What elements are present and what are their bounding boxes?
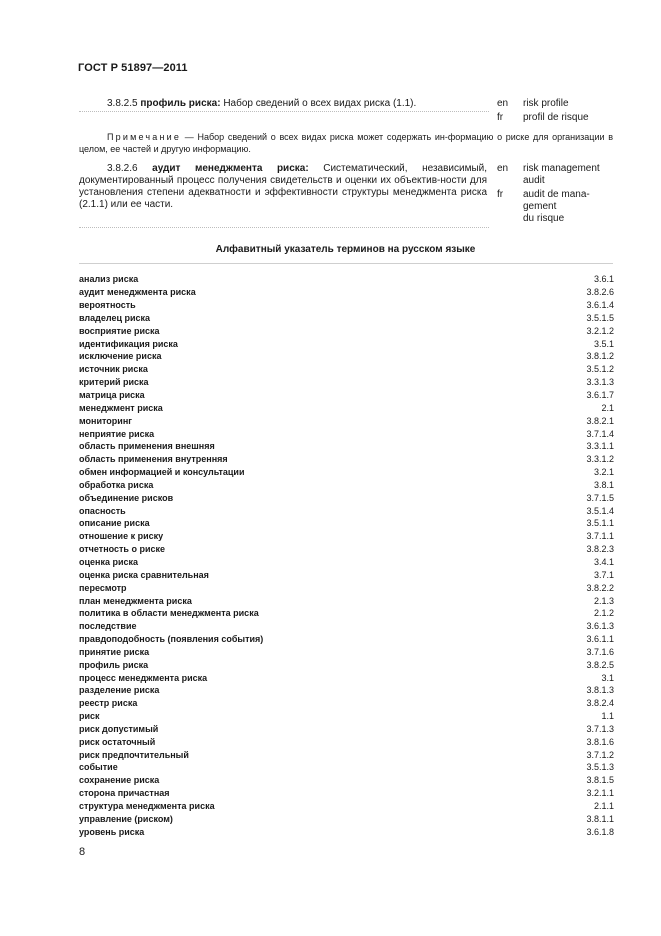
entry-number: 3.8.2.5: [107, 98, 138, 109]
index-row: [79, 491, 614, 504]
index-reference: 3.8.2.1: [586, 415, 614, 426]
index-term: анализ риска: [79, 274, 139, 285]
index-row: [79, 671, 614, 684]
index-reference: 3.8.1.5: [586, 775, 614, 786]
index-term: правдоподобность (появления события): [79, 634, 264, 645]
index-term: идентификация риска: [79, 338, 178, 349]
index-reference: 3.6.1: [593, 274, 614, 285]
index-reference: 3.2.1: [593, 467, 614, 478]
index-row: [79, 658, 614, 671]
index-row: [79, 568, 614, 581]
index-term: область применения внешняя: [79, 441, 215, 452]
index-term: риск остаточный: [79, 736, 156, 747]
index-row: [79, 414, 614, 427]
index-row: [79, 723, 614, 736]
index-row: [79, 697, 614, 710]
index-term: последствие: [79, 621, 137, 632]
index-reference: 3.8.1.2: [586, 351, 614, 362]
index-reference: 3.8.1.1: [586, 813, 614, 824]
index-term: описание риска: [79, 518, 150, 529]
index-row: [79, 581, 614, 594]
index-reference: 3.5.1.5: [586, 312, 614, 323]
index-term: область применения внутренняя: [79, 454, 228, 465]
index-row: [79, 440, 614, 453]
index-reference: 3.7.1.5: [586, 492, 614, 503]
index-term: уровень риска: [79, 826, 145, 837]
translation-lang-en: en: [497, 98, 509, 109]
index-term: владелец риска: [79, 312, 151, 323]
index-term: риск предпочтительный: [79, 749, 189, 760]
index-row: [79, 594, 614, 607]
note-text: — Набор сведений о всех видах риска может содержать ин-формацию о риске для организации в целом, ее частей и другую информацию.: [79, 132, 613, 154]
index-row: [79, 479, 614, 492]
translation-text-en: risk management audit: [523, 163, 600, 186]
index-term: сохранение риска: [79, 775, 160, 786]
index-reference: 3.4.1: [593, 556, 614, 567]
index-term: оценка риска сравнительная: [79, 569, 209, 580]
index-term: обработка риска: [79, 479, 154, 490]
index-row: [79, 543, 614, 556]
index-reference: 3.5.1.1: [586, 518, 614, 529]
index-reference: 3.6.1.7: [586, 390, 614, 401]
index-heading: Алфавитный указатель терминов на русском языке: [215, 244, 476, 255]
page-number: 8: [79, 846, 86, 858]
index-term: принятие риска: [79, 646, 150, 657]
document-title: ГОСТ Р 51897—2011: [78, 62, 188, 74]
index-reference: 2.1.3: [593, 595, 614, 606]
index-row: [79, 427, 614, 440]
index-reference: 3.8.1: [593, 479, 614, 490]
index-row: [79, 337, 614, 350]
index-term: оценка риска: [79, 556, 139, 567]
index-term: критерий риска: [79, 377, 149, 388]
index-reference: 3.7.1: [593, 569, 614, 580]
translation-text-fr: audit de mana- gement du risque: [523, 189, 590, 224]
index-term: управление (риском): [79, 813, 173, 824]
index-reference: 3.8.2.2: [586, 582, 614, 593]
index-row: [79, 774, 614, 787]
index-row: [79, 800, 614, 813]
index-term: политика в области менеджмента риска: [79, 608, 259, 619]
index-row: [79, 504, 614, 517]
index-reference: 3.8.1.6: [586, 736, 614, 747]
index-term: источник риска: [79, 364, 148, 375]
index-row: [79, 453, 614, 466]
index-row: [79, 299, 614, 312]
definition-entry-3-8-2-5: [79, 98, 487, 110]
index-term: аудит менеджмента риска: [79, 287, 196, 298]
index-reference: 3.6.1.8: [586, 826, 614, 837]
index-row: [79, 684, 614, 697]
index-term: матрица риска: [79, 390, 145, 401]
index-reference: 1.1: [601, 711, 614, 722]
index-term: разделение риска: [79, 685, 160, 696]
index-reference: 3.7.1.2: [586, 749, 614, 760]
index-row: [79, 363, 614, 376]
index-term: пересмотр: [79, 582, 127, 593]
index-reference: 3.8.2.5: [586, 659, 614, 670]
index-row: [79, 376, 614, 389]
index-term: отчетность о риске: [79, 544, 166, 555]
index-term: сторона причастная: [79, 788, 170, 799]
index-reference: 3.7.1.4: [586, 428, 614, 439]
index-reference: 3.2.1.1: [586, 788, 614, 799]
index-reference: 3.6.1.1: [586, 634, 614, 645]
index-row: [79, 350, 614, 363]
index-row: [79, 710, 614, 723]
index-reference: 3.2.1.2: [586, 325, 614, 336]
index-separator: [79, 263, 613, 264]
index-reference: 3.7.1.1: [586, 531, 614, 542]
index-reference: 3.5.1.4: [586, 505, 614, 516]
index-term: отношение к риску: [79, 531, 164, 542]
index-row: [79, 312, 614, 325]
translation-lang-fr: fr: [497, 112, 504, 123]
index-reference: 3.6.1.4: [586, 300, 614, 311]
index-row: [79, 286, 614, 299]
index-term: процесс менеджмента риска: [79, 672, 208, 683]
index-reference: 2.1: [601, 402, 614, 413]
translation-lang-fr: fr: [497, 189, 504, 200]
index-reference: 3.6.1.3: [586, 621, 614, 632]
term-index-list: [79, 273, 614, 838]
index-reference: 3.5.1.2: [586, 364, 614, 375]
index-term: опасность: [79, 505, 126, 516]
index-reference: 3.8.2.6: [586, 287, 614, 298]
index-row: [79, 401, 614, 414]
index-reference: 2.1.1: [593, 801, 614, 812]
index-row: [79, 748, 614, 761]
entry-number: 3.8.2.6: [107, 163, 138, 174]
index-term: план менеджмента риска: [79, 595, 192, 606]
index-row: [79, 273, 614, 286]
index-row: [79, 530, 614, 543]
index-row: [79, 466, 614, 479]
entry-definition: Набор сведений о всех видах риска (1.1).: [223, 98, 417, 109]
index-term: мониторинг: [79, 415, 133, 426]
index-term: обмен информацией и консультации: [79, 467, 245, 478]
index-row: [79, 556, 614, 569]
entry-separator: [79, 111, 489, 112]
index-reference: 3.5.1.3: [586, 762, 614, 773]
translation-text-en: risk profile: [523, 98, 569, 109]
index-term: событие: [79, 762, 118, 773]
entry-term: профиль риска:: [140, 98, 221, 109]
index-term: структура менеджмента риска: [79, 801, 215, 812]
index-row: [79, 389, 614, 402]
index-row: [79, 825, 614, 838]
note-label: Примечание: [107, 132, 182, 142]
definition-entry-3-8-2-6: [79, 163, 487, 211]
index-row: [79, 787, 614, 800]
index-reference: 3.1: [601, 672, 614, 683]
index-reference: 3.8.1.3: [586, 685, 614, 696]
index-reference: 3.7.1.3: [586, 723, 614, 734]
index-term: восприятие риска: [79, 325, 160, 336]
index-row: [79, 761, 614, 774]
index-reference: 3.7.1.6: [586, 646, 614, 657]
entry-term: аудит менеджмента риска:: [152, 163, 309, 174]
index-row: [79, 620, 614, 633]
index-reference: 3.8.2.4: [586, 698, 614, 709]
index-row: [79, 324, 614, 337]
index-row: [79, 517, 614, 530]
index-row: [79, 645, 614, 658]
index-term: риск: [79, 711, 100, 722]
entry-definition: Систематический, независимый, документированный процесс получения свидетельств и оценки их объектив-ности для установления степени адекватности и эффективности структуры менеджмента риска (2.1.1) или ее части.: [79, 163, 487, 210]
note-paragraph: [79, 131, 613, 155]
index-term: профиль риска: [79, 659, 149, 670]
entry-separator: [79, 227, 489, 228]
index-row: [79, 633, 614, 646]
index-reference: 3.5.1: [593, 338, 614, 349]
index-reference: 3.3.1.2: [586, 454, 614, 465]
index-term: вероятность: [79, 300, 136, 311]
index-term: объединение рисков: [79, 492, 174, 503]
index-row: [79, 607, 614, 620]
index-reference: 3.8.2.3: [586, 544, 614, 555]
index-term: исключение риска: [79, 351, 162, 362]
index-reference: 3.3.1.3: [586, 377, 614, 388]
index-reference: 3.3.1.1: [586, 441, 614, 452]
index-reference: 2.1.2: [593, 608, 614, 619]
index-term: реестр риска: [79, 698, 138, 709]
index-row: [79, 812, 614, 825]
index-term: неприятие риска: [79, 428, 155, 439]
index-row: [79, 735, 614, 748]
translation-text-fr: profil de risque: [523, 112, 589, 123]
translation-lang-en: en: [497, 163, 509, 174]
index-term: риск допустимый: [79, 723, 159, 734]
index-term: менеджмент риска: [79, 402, 163, 413]
